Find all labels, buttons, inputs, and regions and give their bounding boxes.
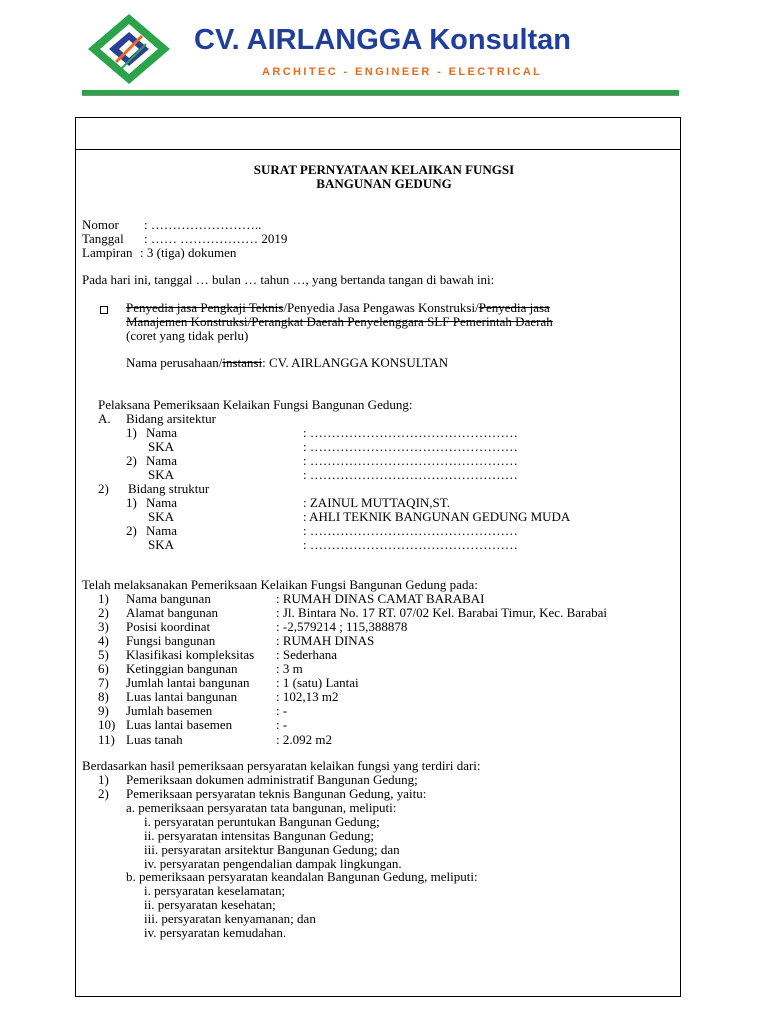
provider-option-mk-b: Manajemen Konstruksi <box>126 314 248 329</box>
document-title-line1: SURAT PERNYATAAN KELAIKAN FUNGSI <box>253 162 515 177</box>
company-line: Nama perusahaan/instansi: CV. AIRLANGGA KONSULTAN <box>126 355 449 370</box>
executor-row-value: : ………………………………………… <box>303 467 518 482</box>
building-item-number: 6) <box>98 661 109 676</box>
building-item-value: : - <box>276 717 288 732</box>
company-value: : CV. AIRLANGGA KONSULTAN <box>262 355 449 370</box>
executor-row-label: Nama <box>146 495 178 510</box>
subsection-b-item: iv. persyaratan kemudahan. <box>144 925 287 940</box>
building-item-label: Jumlah lantai bangunan <box>126 675 250 690</box>
provider-option-pengkaji: Penyedia jasa Pengkaji Teknis <box>126 300 284 315</box>
provider-options-line1: Penyedia jasa Pengkaji Teknis/Penyedia Jasa Pengawas Konstruksi/Penyedia jasa <box>126 300 550 315</box>
company-logo <box>86 12 172 86</box>
subsection-a-item: iv. persyaratan pengendalian dampak lingkungan. <box>144 856 402 871</box>
arch-section-number: A. <box>98 411 111 426</box>
executor-row-label: Nama <box>146 453 178 468</box>
results-heading: Berdasarkan hasil pemeriksaan persyaratan kelaikan fungsi yang terdiri dari: <box>82 758 481 773</box>
executor-row-number: 1) <box>126 495 137 510</box>
building-item-value: : 1 (satu) Lantai <box>276 675 359 690</box>
building-item-number: 5) <box>98 647 109 662</box>
building-item-number: 7) <box>98 675 109 690</box>
header-rule-shadow <box>82 95 679 96</box>
meta-label: Tanggal <box>82 231 124 246</box>
provider-option-pengawas: Penyedia Jasa Pengawas Konstruksi <box>286 300 476 315</box>
building-item-label: Fungsi bangunan <box>126 633 216 648</box>
subsection-a-item: iii. persyaratan arsitektur Bangunan Gedung; dan <box>144 842 400 857</box>
executor-row-label: SKA <box>148 537 175 552</box>
executor-row-value: : ………………………………………… <box>303 523 518 538</box>
executor-row-value: : ZAINUL MUTTAQIN,ST. <box>303 495 450 510</box>
meta-value: : …………………….. <box>144 217 262 232</box>
results-item-text: Pemeriksaan dokumen administratif Bangunan Gedung; <box>126 772 418 787</box>
provider-option-mk-a: Penyedia jasa <box>478 300 550 315</box>
results-item-number: 1) <box>98 772 109 787</box>
results-item-number: 2) <box>98 786 109 801</box>
subsection-b-item: ii. persyaratan kesehatan; <box>144 897 276 912</box>
company-label-instansi: instansi <box>222 355 263 370</box>
executor-row-value: : ………………………………………… <box>303 439 518 454</box>
subsection-a-item: i. persyaratan peruntukan Bangunan Gedung; <box>144 814 380 829</box>
meta-label: Nomor <box>82 217 119 232</box>
building-item-value: : Jl. Bintara No. 17 RT. 07/02 Kel. Barabai Timur, Kec. Barabai <box>276 605 607 620</box>
building-item-number: 11) <box>98 732 115 747</box>
building-item-label: Posisi koordinat <box>126 619 211 634</box>
building-item-number: 8) <box>98 689 109 704</box>
building-item-number: 10) <box>98 717 116 732</box>
building-item-label: Nama bangunan <box>126 591 211 606</box>
provider-options-line2: Manajemen Konstruksi/Perangkat Daerah Penyelenggara SLF Pemerintah Daerah <box>126 314 553 329</box>
struct-section-number: 2) <box>98 481 109 496</box>
executor-heading: Pelaksana Pemeriksaan Kelaikan Fungsi Bangunan Gedung: <box>98 397 413 412</box>
building-item-label: Luas lantai bangunan <box>126 689 238 704</box>
building-item-value: : RUMAH DINAS <box>276 633 375 648</box>
executor-row-value: : ………………………………………… <box>303 453 518 468</box>
meta-label: Lampiran <box>82 245 133 260</box>
building-item-value: : Sederhana <box>276 647 338 662</box>
building-item-number: 9) <box>98 703 109 718</box>
building-item-number: 4) <box>98 633 109 648</box>
strike-note: (coret yang tidak perlu) <box>126 328 249 343</box>
company-tagline: ARCHITEC - ENGINEER - ELECTRICAL <box>262 66 543 78</box>
executor-row-value: : AHLI TEKNIK BANGUNAN GEDUNG MUDA <box>303 509 571 524</box>
subsection-a-item: ii. persyaratan intensitas Bangunan Gedung; <box>144 828 374 843</box>
building-item-label: Ketinggian bangunan <box>126 661 238 676</box>
building-item-value: : -2,579214 ; 115,388878 <box>276 619 408 634</box>
subsection-b-item: iii. persyaratan kenyamanan; dan <box>144 911 316 926</box>
meta-value: : 3 (tiga) dokumen <box>140 245 237 260</box>
provider-option-perangkat-daerah: Perangkat Daerah Penyelenggara SLF Pemerintah Daerah <box>251 314 553 329</box>
building-item-value: : 3 m <box>276 661 303 676</box>
subsection-b-label: b. pemeriksaan persyaratan keandalan Bangunan Gedung, meliputi: <box>126 869 478 884</box>
building-item-value: : RUMAH DINAS CAMAT BARABAI <box>276 591 485 606</box>
opening-statement: Pada hari ini, tanggal … bulan … tahun …, yang bertanda tangan di bawah ini: <box>82 272 495 287</box>
building-item-label: Jumlah basemen <box>126 703 213 718</box>
executor-row-label: SKA <box>148 439 175 454</box>
executor-row-number: 2) <box>126 523 137 538</box>
building-heading: Telah melaksanakan Pemeriksaan Kelaikan Fungsi Bangunan Gedung pada: <box>82 577 478 592</box>
meta-value: : …… ……………… 2019 <box>144 231 288 246</box>
checkbox-icon <box>100 306 108 314</box>
building-item-label: Luas lantai basemen <box>126 717 233 732</box>
building-item-label: Klasifikasi kompleksitas <box>126 647 255 662</box>
struct-section-label: Bidang struktur <box>128 481 210 496</box>
building-item-number: 1) <box>98 591 109 606</box>
executor-row-value: : ………………………………………… <box>303 425 518 440</box>
building-item-number: 3) <box>98 619 109 634</box>
building-item-label: Alamat bangunan <box>126 605 219 620</box>
building-item-label: Luas tanah <box>126 732 183 747</box>
building-item-number: 2) <box>98 605 109 620</box>
building-item-value: : 102,13 m2 <box>276 689 339 704</box>
executor-row-number: 2) <box>126 453 137 468</box>
company-name: CV. AIRLANGGA Konsultan <box>194 24 572 56</box>
building-item-value: : - <box>276 703 288 718</box>
executor-row-label: Nama <box>146 425 178 440</box>
executor-row-label: SKA <box>148 467 175 482</box>
arch-section-label: Bidang arsitektur <box>126 411 216 426</box>
subsection-a-label: a. pemeriksaan persyaratan tata bangunan, meliputi: <box>126 800 397 815</box>
frame-header-divider <box>75 149 681 150</box>
subsection-b-item: i. persyaratan keselamatan; <box>144 883 286 898</box>
executor-row-label: SKA <box>148 509 175 524</box>
building-item-value: : 2.092 m2 <box>276 732 332 747</box>
document-title-line2: BANGUNAN GEDUNG <box>316 176 452 191</box>
executor-row-label: Nama <box>146 523 178 538</box>
results-item-text: Pemeriksaan persyaratan teknis Bangunan Gedung, yaitu: <box>126 786 427 801</box>
executor-row-value: : ………………………………………… <box>303 537 518 552</box>
executor-row-number: 1) <box>126 425 137 440</box>
